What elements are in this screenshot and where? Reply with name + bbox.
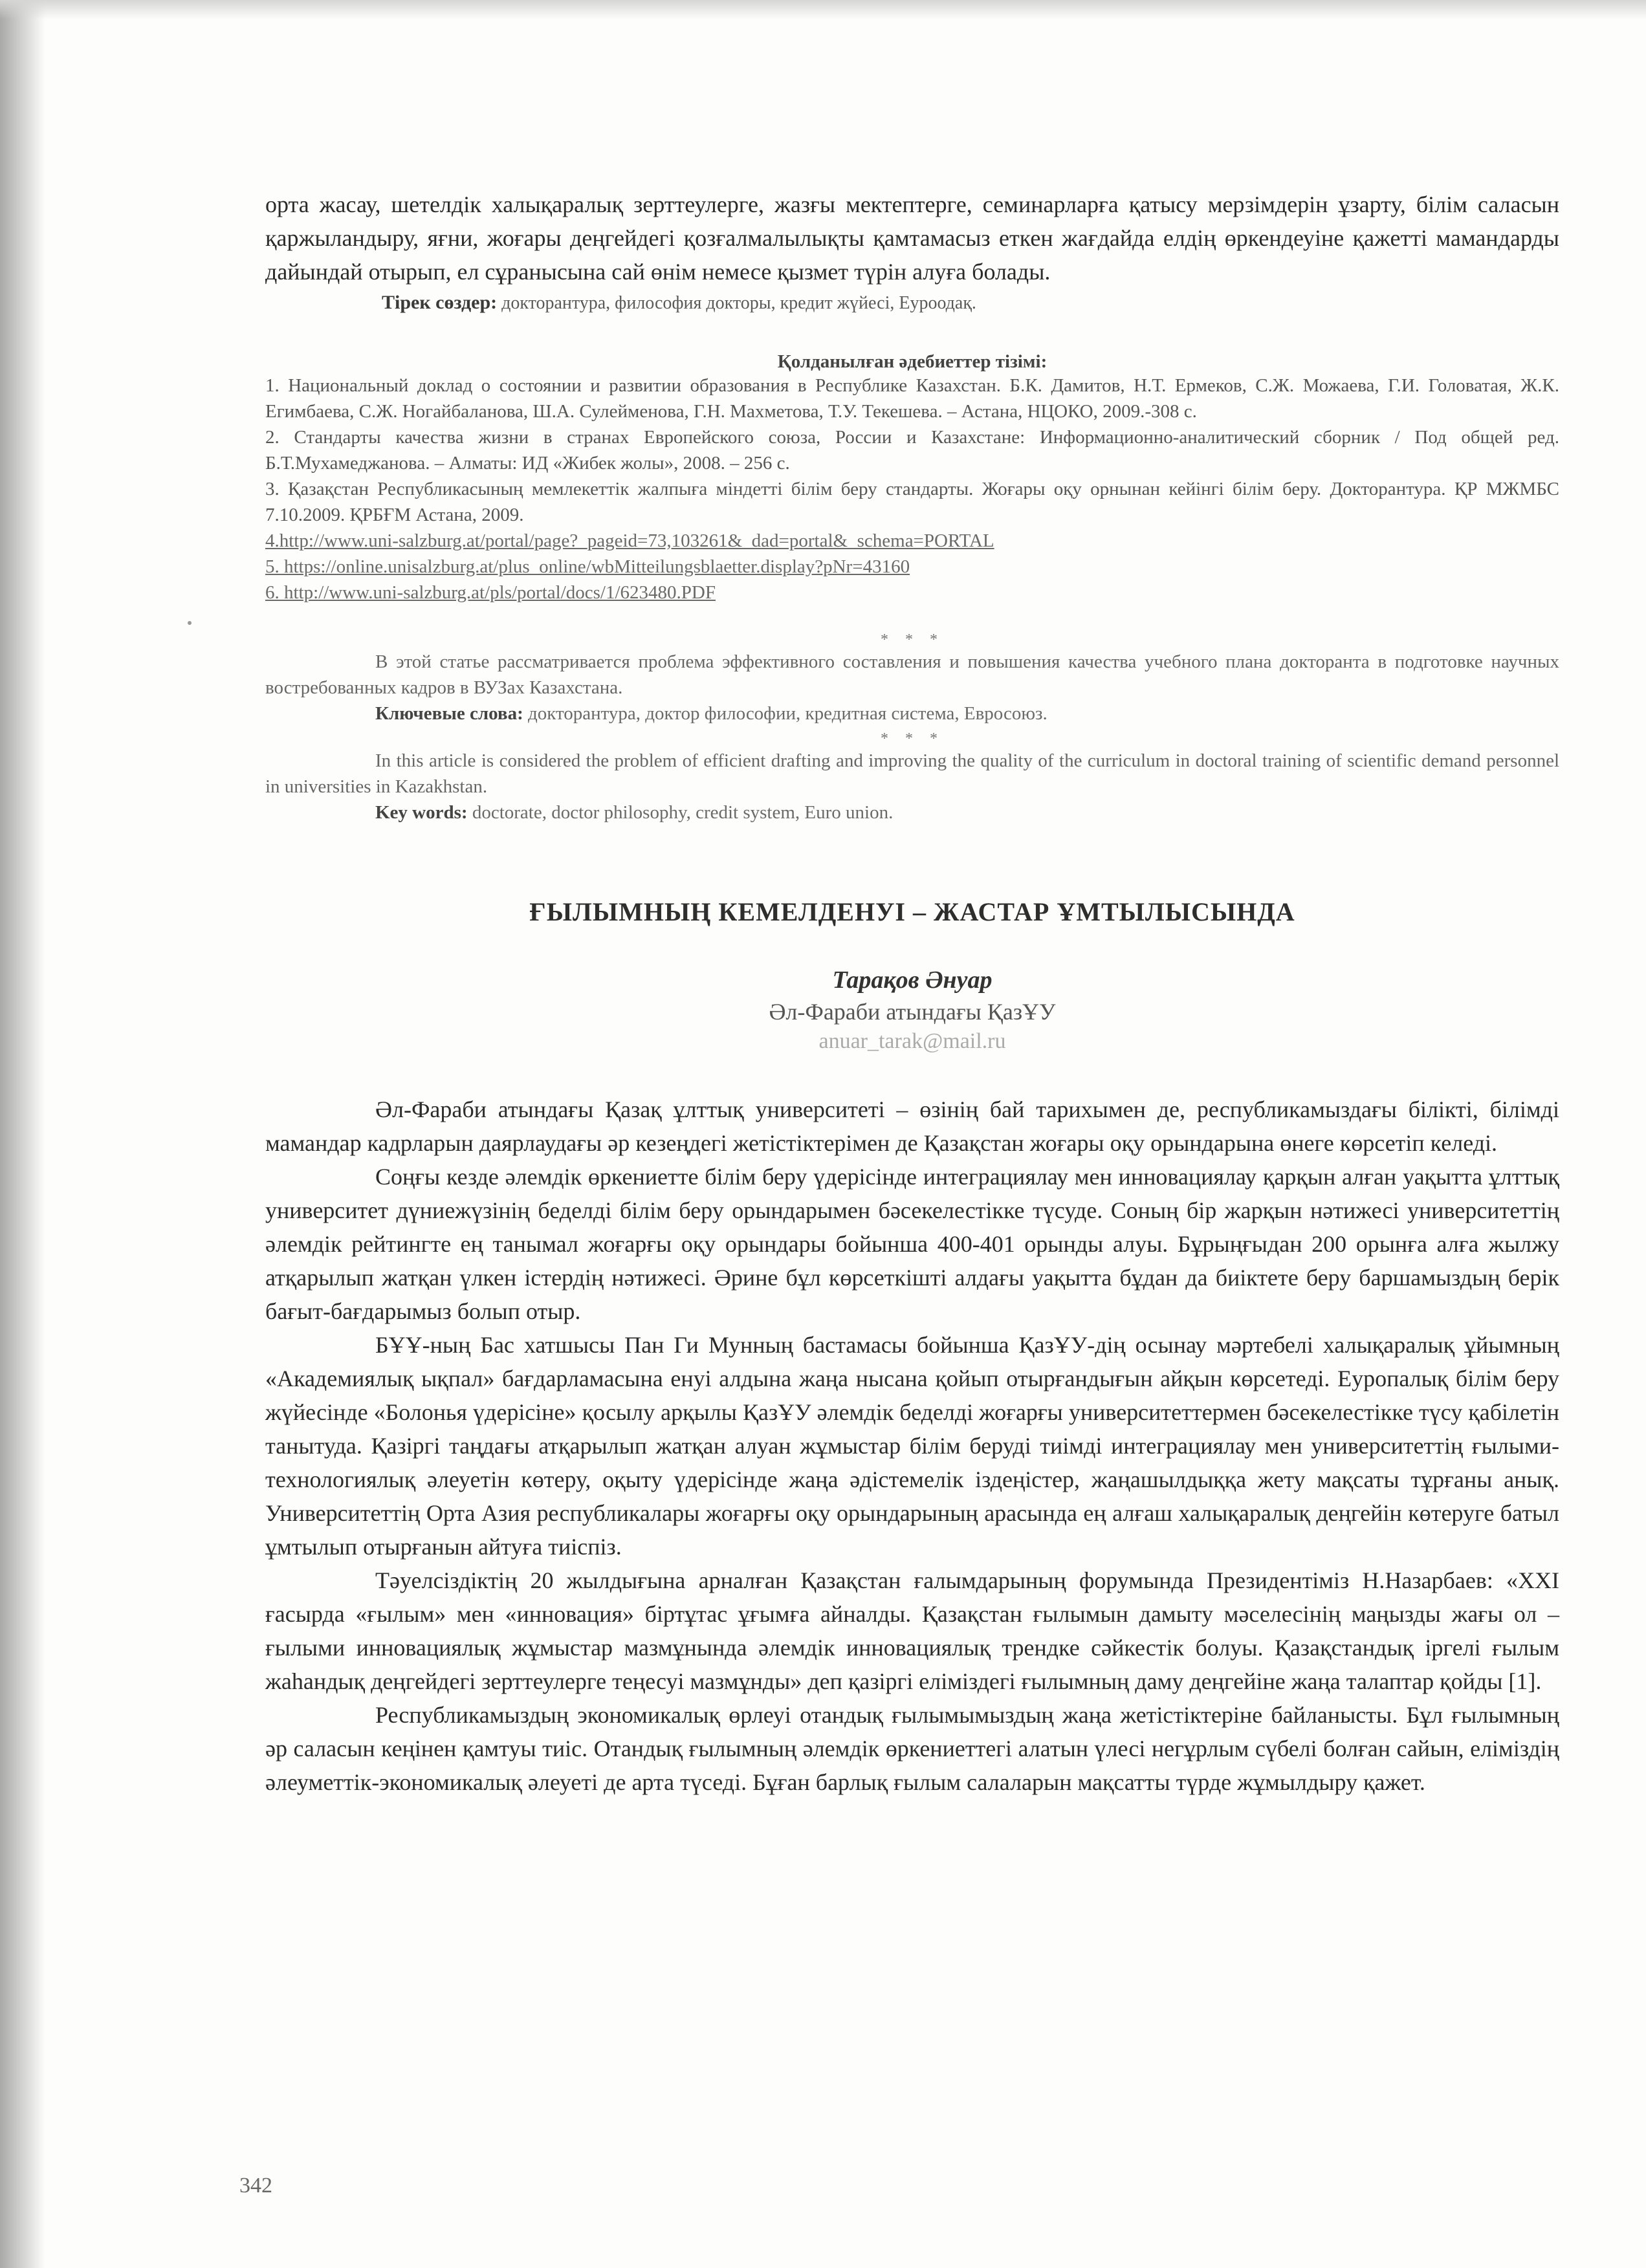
english-keywords-text: doctorate, doctor philosophy, credit system, Euro union. <box>467 802 894 823</box>
article-title: ҒЫЛЫМНЫҢ КЕМЕЛДЕНУІ – ЖАСТАР ҰМТЫЛЫСЫНДА <box>529 897 1295 926</box>
scan-shadow-top <box>0 0 1646 19</box>
section-separator: * * * <box>881 730 944 747</box>
scan-shadow-edge <box>0 0 45 2268</box>
russian-keywords <box>265 701 1559 726</box>
russian-keywords-text: докторантура, доктор философии, кредитная система, Евросоюз. <box>523 703 1048 724</box>
article-paragraph: Тәуелсіздіктің 20 жылдығына арналған Қазақстан ғалымдарының форумында Президентіміз Н.Назарбаев: «ХХІ ғасырда «ғылым» мен «инновация» біртұтас ұғымға айналды. Қазақстан ғылымын дамыту мәселесінің маңызды жағы ол – ғылыми инновациялық жұмыстар мазмұнында әлемдік инновациялық трендке сәйкестік болуы. Қазақстандық іргелі ғылым жаһандық деңгейдегі зерттеулерге теңесуі мазмұнды» деп қазіргі еліміздегі ғылымның даму деңгейіне жаңа талаптар қойды [1]. <box>265 1567 1559 1694</box>
kz-keywords-label: Тірек сөздер: <box>382 292 498 313</box>
author-email[interactable]: anuar_tarak@mail.ru <box>818 1029 1006 1053</box>
kz-keywords <box>265 289 1559 318</box>
references-list <box>265 373 1559 605</box>
references-title: Қолданылған әдебиеттер тізімі: <box>777 351 1048 372</box>
russian-abstract: В этой статье рассматривается проблема эффективного составления и повышения качества учебного плана докторанта в подготовке научных востребованных кадров в ВУЗах Казахстана. <box>265 651 1559 698</box>
article-paragraph: Республикамыздың экономикалық өрлеуі отандық ғылымымыздың жаңа жетістіктеріне байланысты. Бұл ғылымның әр саласын кеңінен қамтуы тиіс. Отандық ғылымның әлемдік өркениеттегі алатын үлесі негұрлым сүбелі болған сайын, еліміздің әлеуметтік-экономикалық әлеуеті де арта түседі. Бұған барлық ғылым салаларын мақсатты түрде жұмылдыру қажет. <box>265 1702 1559 1795</box>
reference-item: 2. Стандарты качества жизни в странах Европейского союза, России и Казахстане: Информационно-аналитический сборник / Под общей ред. Б.Т.Мухамеджанова. – Алматы: ИД «Жибек жолы», 2008. – 256 с. <box>265 427 1559 474</box>
scan-speck <box>188 621 192 625</box>
english-keywords-label: Key words: <box>375 802 468 823</box>
english-abstract: In this article is considered the problem of efficient drafting and improving the quality of the curriculum in doctoral training of scientific demand personnel in universities in Kazakhstan. <box>265 750 1559 797</box>
article-paragraph: Соңғы кезде әлемдік өркениетте білім беру үдерісінде интеграциялау мен инновациялау қарқын алған уақытта ұлттық университет дүниежүзінің беделді білім беру орындарымен бәсекелестікке түсуде. Соның бір жарқын нәтижесі университеттің әлемдік рейтингте ең танымал жоғарғы оқу орындары бойынша 400-401 орынды алуы. Бұрыңғыдан 200 орынға алға жылжу атқарылып жатқан үлкен істердің нәтижесі. Әрине бұл көрсеткішті алдағы уақытта бұдан да биіктете беру баршамыздың берік бағыт-бағдарымыз болып отыр. <box>265 1164 1559 1324</box>
article-body <box>265 1093 1559 1799</box>
reference-item: 1. Национальный доклад о состоянии и развитии образования в Республике Казахстан. Б.К. Дамитов, Н.Т. Ермеков, С.Ж. Можаева, Г.И. Головатая, Ж.К. Егимбаева, С.Ж. Ногайбаланова, Ш.А. Сулейменова, Г.Н. Махметова, Т.У. Текешева. – Астана, НЦОКО, 2009.-308 с. <box>265 375 1559 422</box>
author-affiliation: Әл-Фараби атындағы ҚазҰУ <box>769 999 1056 1025</box>
section-separator: * * * <box>881 631 944 648</box>
kz-keywords-text: докторантура, философия докторы, кредит жүйесі, Еуроодақ. <box>497 293 976 313</box>
russian-keywords-label: Ключевые слова: <box>375 703 523 724</box>
previous-article-conclusion: орта жасау, шетелдік халықаралық зерттеулерге, жазғы мектептерге, семинарларға қатысу мерзімдерін ұзарту, білім саласын қаржыландыру, яғни, жоғары деңгейдегі қозғалмалылықты қамтамасыз еткен жағдайда елдің өркендеуіне қажетті мамандарды дайындай отырып, ел сұранысына сай өнім немесе қызмет түрін алуға болады. <box>265 191 1559 285</box>
reference-item: 3. Қазақстан Республикасының мемлекеттік жалпыға міндетті білім беру стандарты. Жоғары оқу орнынан кейінгі білім беру. Докторантура. ҚР МЖМБС 7.10.2009. ҚРБҒМ Астана, 2009. <box>265 479 1559 525</box>
article-paragraph: Әл-Фараби атындағы Қазақ ұлттық университеті – өзінің бай тарихымен де, республикамыздағы білікті, білімді мамандар кадрларын даярлаудағы әр кезеңдегі жетістіктерімен де Қазақстан жоғары оқу орындарына өнеге көрсетіп келеді. <box>265 1096 1559 1156</box>
page-number: 342 <box>239 2174 272 2197</box>
reference-link[interactable]: 4.http://www.uni-salzburg.at/portal/page?_pageid=73,103261&_dad=portal&_schema=PORTAL <box>265 530 994 551</box>
reference-link[interactable]: 6. http://www.uni-salzburg.at/pls/portal/docs/1/623480.PDF <box>265 582 716 603</box>
article-author: Тарақов Әнуар <box>832 966 993 994</box>
document-page <box>265 188 1559 1799</box>
article-paragraph: БҰҰ-ның Бас хатшысы Пан Ги Мунның бастамасы бойынша ҚазҰУ-дің осынау мәртебелі халықаралық ұйымның «Академиялық ықпал» бағдарламасына енуі алдына жаңа нысана қойып отырғандығын айқын көрсетеді. Еуропалық білім беру жүйесінде «Болонья үдерісіне» қосылу арқылы ҚазҰУ әлемдік беделді жоғарғы университеттермен бәсекелестікке түсу қабілетін танытуда. Қазіргі таңдағы атқарылып жатқан алуан жұмыстар білім беруді тиімді интеграциялау мен университеттің ғылыми-технологиялық әлеуетін көтеру, оқыту үдерісінде жаңа әдістемелік іздеңістер, жаңашылдыққа жету мақсаты тұрғаны анық. Университеттің Орта Азия республикалары жоғарғы оқу орындарының арасында ең алғаш халықаралық деңгейін көтеруге батыл ұмтылып отырғанын айтуға тиіспіз. <box>265 1332 1559 1560</box>
english-keywords <box>265 800 1559 825</box>
reference-link[interactable]: 5. https://online.unisalzburg.at/plus_online/wbMitteilungsblaetter.display?pNr=43160 <box>265 556 910 577</box>
